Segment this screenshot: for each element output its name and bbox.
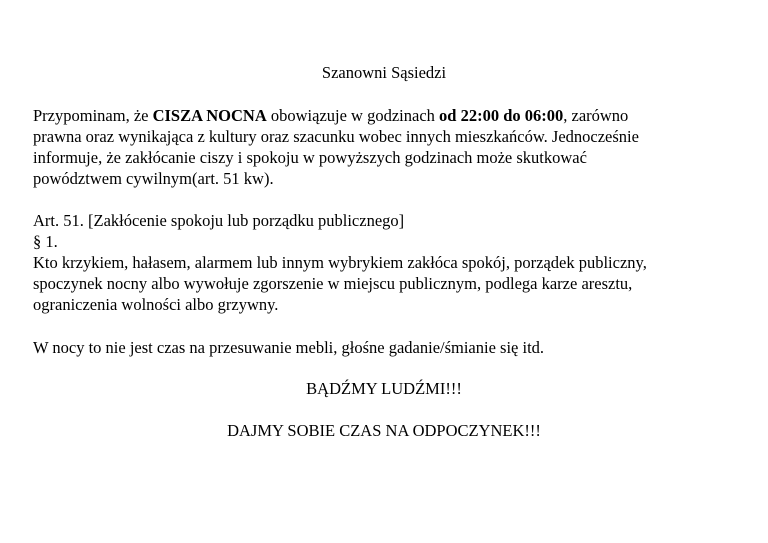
article-line-2: spoczynek nocny albo wywołuje zgorszenie w miejscu publicznym, podlega karze aresztu, (33, 274, 633, 293)
reminder-text-end: , zarówno (563, 106, 629, 125)
reminder-line-1 (33, 105, 738, 126)
night-paragraph (33, 337, 738, 358)
article-line-1: Kto krzykiem, hałasem, alarmem lub innym wybrykiem zakłóca spokój, porządek publiczny, (33, 253, 647, 272)
reminder-line-2: prawna oraz wynikająca z kultury oraz szacunku wobec innych mieszkańców. Jednocześnie (33, 127, 639, 146)
appeal-line-2: DAJMY SOBIE CZAS NA ODPOCZYNEK!!! (227, 421, 541, 440)
reminder-line-3: informuje, że zakłócanie ciszy i spokoju w powyższych godzinach może skutkować (33, 148, 587, 167)
appeal-line-1: BĄDŹMY LUDŹMI!!! (306, 379, 462, 398)
reminder-paragraph (33, 105, 738, 189)
reminder-text-mid: obowiązuje w godzinach (266, 106, 440, 125)
reminder-line-4: powództwem cywilnym(art. 51 kw). (33, 169, 274, 188)
article-section: § 1. (33, 232, 58, 251)
reminder-text-start: Przypominam, że (33, 106, 153, 125)
quiet-hours-time: od 22:00 do 06:00 (439, 106, 564, 125)
article-heading: Art. 51. [Zakłócenie spokoju lub porządku publicznego] (33, 211, 405, 230)
quiet-hours-label: CISZA NOCNA (152, 106, 267, 125)
night-line: W nocy to nie jest czas na przesuwanie mebli, głośne gadanie/śmianie się itd. (33, 338, 545, 357)
greeting-heading: Szanowni Sąsiedzi (321, 63, 447, 82)
article-quote (33, 210, 738, 315)
article-line-3: ograniczenia wolności albo grzywny. (33, 295, 279, 314)
